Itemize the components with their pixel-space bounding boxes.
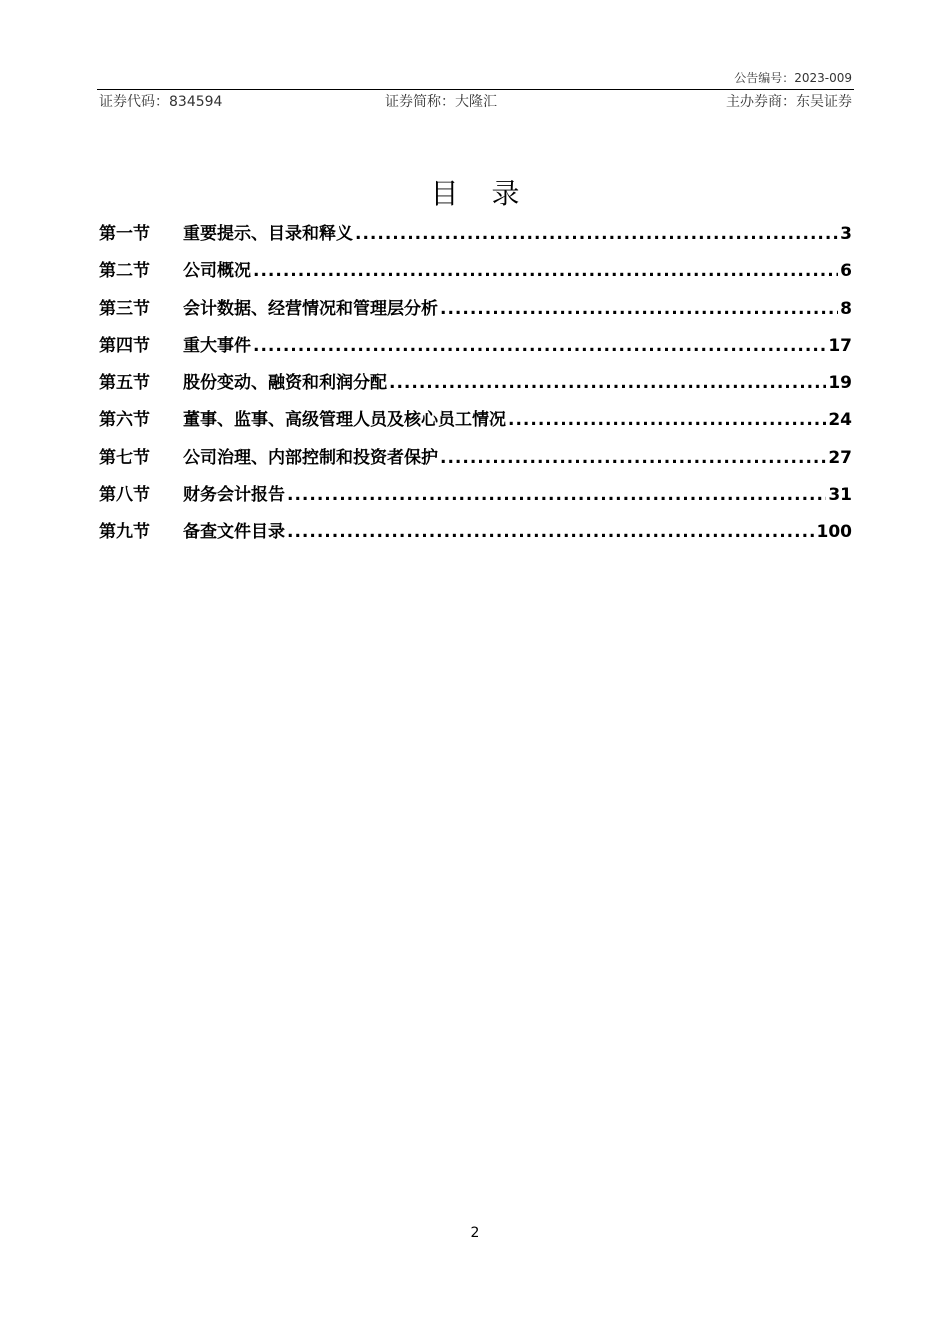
sponsor-broker: 主办券商：东吴证券 <box>726 94 852 110</box>
toc-entry-9[interactable] <box>99 518 852 555</box>
toc-section-name: 财务会计报告 <box>183 485 285 506</box>
toc-leader-dots <box>253 332 826 360</box>
toc-entry-7[interactable] <box>99 444 852 481</box>
toc-section-label: 第五节 <box>99 373 150 394</box>
security-short-name: 证券简称：大隆汇 <box>385 94 497 110</box>
page-header <box>99 91 852 111</box>
toc-section-name: 备查文件目录 <box>183 522 285 543</box>
toc-leader-dots <box>287 481 826 509</box>
toc-leader-dots <box>253 257 838 285</box>
toc-leader-dots <box>508 406 826 434</box>
toc-leader-dots <box>389 369 826 397</box>
toc-section-name: 重要提示、目录和释义 <box>183 224 353 244</box>
toc-list <box>99 220 852 556</box>
toc-page-number: 19 <box>828 373 852 394</box>
toc-entry-3[interactable] <box>99 295 852 332</box>
toc-section-label: 第一节 <box>99 224 150 244</box>
toc-page-number: 100 <box>816 522 852 543</box>
toc-section-label: 第三节 <box>99 298 150 319</box>
toc-leader-dots <box>287 518 815 546</box>
toc-entry-2[interactable] <box>99 257 852 294</box>
toc-leader-dots <box>440 295 838 323</box>
toc-leader-dots <box>355 220 838 248</box>
toc-section-name: 公司治理、内部控制和投资者保护 <box>183 447 438 468</box>
toc-section-name: 会计数据、经营情况和管理层分析 <box>183 298 438 319</box>
toc-section-name: 董事、监事、高级管理人员及核心员工情况 <box>183 410 506 431</box>
toc-page-number: 6 <box>840 261 852 282</box>
toc-entry-5[interactable] <box>99 369 852 406</box>
toc-page-number: 27 <box>828 447 852 468</box>
toc-entry-6[interactable] <box>99 406 852 443</box>
toc-entry-1[interactable] <box>99 220 852 257</box>
toc-page-number: 8 <box>840 298 852 319</box>
toc-section-label: 第七节 <box>99 447 150 468</box>
toc-page-number: 3 <box>840 224 852 244</box>
toc-section-name: 股份变动、融资和利润分配 <box>183 373 387 394</box>
toc-section-name: 重大事件 <box>183 335 251 356</box>
toc-section-label: 第八节 <box>99 485 150 506</box>
page-number: 2 <box>470 1225 480 1241</box>
header-divider <box>97 89 854 90</box>
notice-number: 公告编号：2023-009 <box>734 71 852 85</box>
toc-leader-dots <box>440 444 826 472</box>
toc-section-name: 公司概况 <box>183 261 251 282</box>
toc-section-label: 第九节 <box>99 522 150 543</box>
toc-section-label: 第六节 <box>99 410 150 431</box>
toc-section-label: 第四节 <box>99 335 150 356</box>
security-code: 证券代码：834594 <box>99 94 223 110</box>
toc-section-label: 第二节 <box>99 261 150 282</box>
toc-title: 目 录 <box>430 177 532 210</box>
toc-entry-4[interactable] <box>99 332 852 369</box>
toc-page-number: 31 <box>828 485 852 506</box>
toc-page-number: 17 <box>828 335 852 356</box>
toc-page-number: 24 <box>828 410 852 431</box>
toc-entry-8[interactable] <box>99 481 852 518</box>
